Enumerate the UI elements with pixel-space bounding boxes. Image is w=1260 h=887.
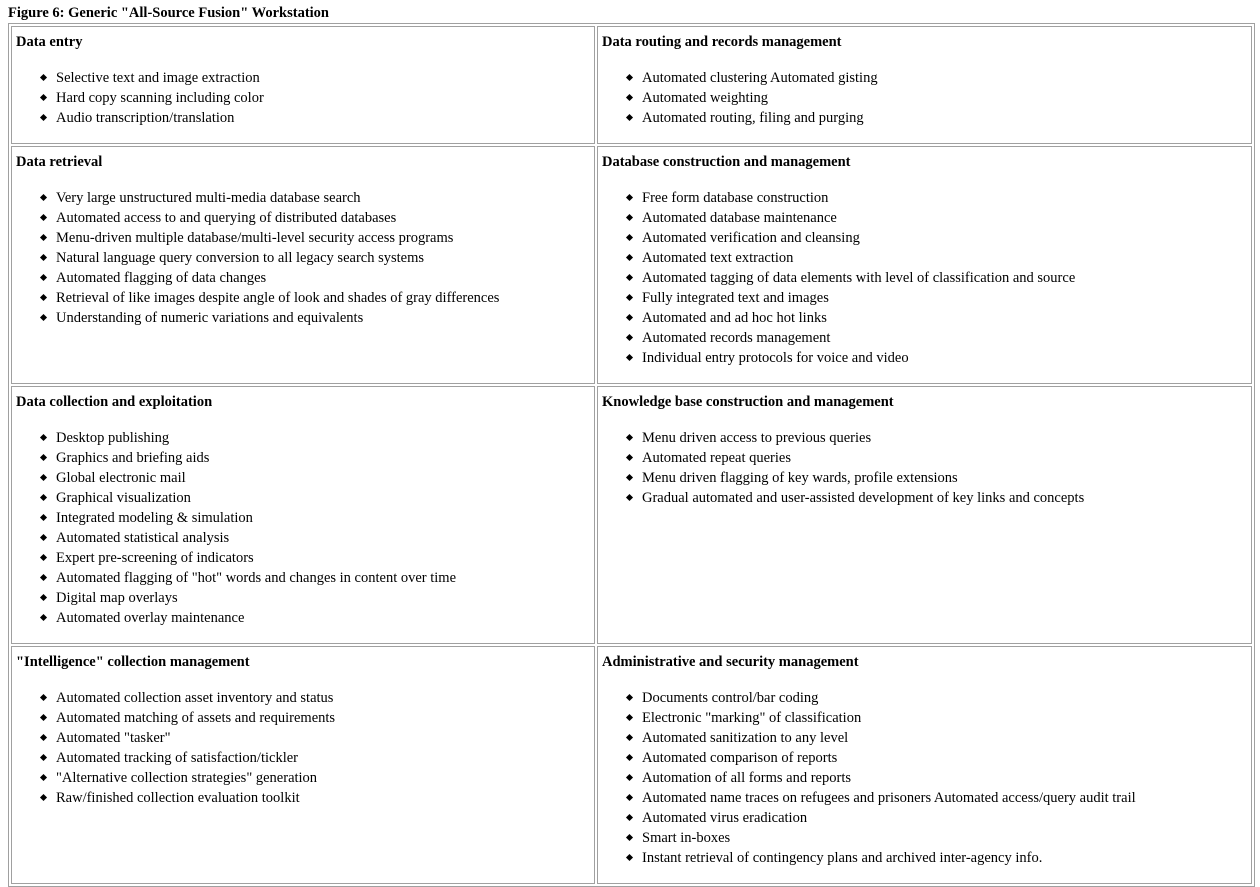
table-cell [597,386,1252,644]
list-item: Understanding of numeric variations and equivalents [36,308,590,328]
table-cell [11,646,595,884]
list-item: Fully integrated text and images [622,288,1247,308]
list-item: Automated weighting [622,88,1247,108]
list-item: Natural language query conversion to all legacy search systems [36,248,590,268]
section-title: Knowledge base construction and management [602,394,894,410]
list-item: Very large unstructured multi-media database search [36,188,590,208]
list-item: Global electronic mail [36,468,590,488]
list-item: Automated database maintenance [622,208,1247,228]
list-item: Smart in-boxes [622,828,1247,848]
list-item: Automation of all forms and reports [622,768,1247,788]
list-item: Automated repeat queries [622,448,1247,468]
list-item: Documents control/bar coding [622,688,1247,708]
list-item: Menu driven flagging of key wards, profile extensions [622,468,1247,488]
list-item: Automated collection asset inventory and status [36,688,590,708]
list-item: Automated overlay maintenance [36,608,590,628]
list-item: Automated access to and querying of distributed databases [36,208,590,228]
list-item: Automated routing, filing and purging [622,108,1247,128]
list-item: Retrieval of like images despite angle of look and shades of gray differences [36,288,590,308]
section-title: "Intelligence" collection management [16,654,250,670]
list-item: Integrated modeling & simulation [36,508,590,528]
section-title: Data retrieval [16,154,103,170]
list-item: Automated sanitization to any level [622,728,1247,748]
list-item: Digital map overlays [36,588,590,608]
list-item: Automated flagging of "hot" words and changes in content over time [36,568,590,588]
list-item: Automated tracking of satisfaction/tickler [36,748,590,768]
section-title: Administrative and security management [602,654,859,670]
capability-list [16,688,590,808]
list-item: Instant retrieval of contingency plans and archived inter-agency info. [622,848,1247,868]
section-title: Database construction and management [602,154,851,170]
capability-list [602,688,1247,868]
table-cell [597,26,1252,144]
list-item: Automated statistical analysis [36,528,590,548]
list-item: Menu-driven multiple database/multi-level security access programs [36,228,590,248]
workstation-capabilities-table [8,23,1255,887]
list-item: Raw/finished collection evaluation toolkit [36,788,590,808]
list-item: Free form database construction [622,188,1247,208]
list-item: Electronic "marking" of classification [622,708,1247,728]
table-cell [597,646,1252,884]
table-cell [11,386,595,644]
list-item: Graphics and briefing aids [36,448,590,468]
capability-list [16,188,590,328]
list-item: Graphical visualization [36,488,590,508]
list-item: Automated tagging of data elements with level of classification and source [622,268,1247,288]
table-cell [11,26,595,144]
list-item: Selective text and image extraction [36,68,590,88]
list-item: Desktop publishing [36,428,590,448]
table-cell [11,146,595,384]
list-item: Hard copy scanning including color [36,88,590,108]
list-item: Audio transcription/translation [36,108,590,128]
list-item: Gradual automated and user-assisted development of key links and concepts [622,488,1247,508]
section-title: Data entry [16,34,83,50]
section-title: Data routing and records management [602,34,842,50]
list-item: Automated "tasker" [36,728,590,748]
list-item: Automated clustering Automated gisting [622,68,1247,88]
list-item: Automated comparison of reports [622,748,1247,768]
list-item: Menu driven access to previous queries [622,428,1247,448]
capability-list [602,428,1247,508]
list-item: Automated and ad hoc hot links [622,308,1247,328]
list-item: Automated flagging of data changes [36,268,590,288]
table-row [11,386,1252,644]
list-item: Automated text extraction [622,248,1247,268]
section-title: Data collection and exploitation [16,394,213,410]
capability-list [16,428,590,628]
capability-list [602,68,1247,128]
list-item: Expert pre-screening of indicators [36,548,590,568]
table-cell [597,146,1252,384]
table-row [11,146,1252,384]
list-item: Automated records management [622,328,1247,348]
list-item: Automated name traces on refugees and prisoners Automated access/query audit trail [622,788,1247,808]
list-item: "Alternative collection strategies" generation [36,768,590,788]
list-item: Automated verification and cleansing [622,228,1247,248]
capability-list [16,68,590,128]
table-row [11,646,1252,884]
list-item: Automated matching of assets and requirements [36,708,590,728]
list-item: Individual entry protocols for voice and video [622,348,1247,368]
figure-title: Figure 6: Generic "All-Source Fusion" Workstation [8,5,329,21]
list-item: Automated virus eradication [622,808,1247,828]
table-row [11,26,1252,144]
capability-list [602,188,1247,368]
